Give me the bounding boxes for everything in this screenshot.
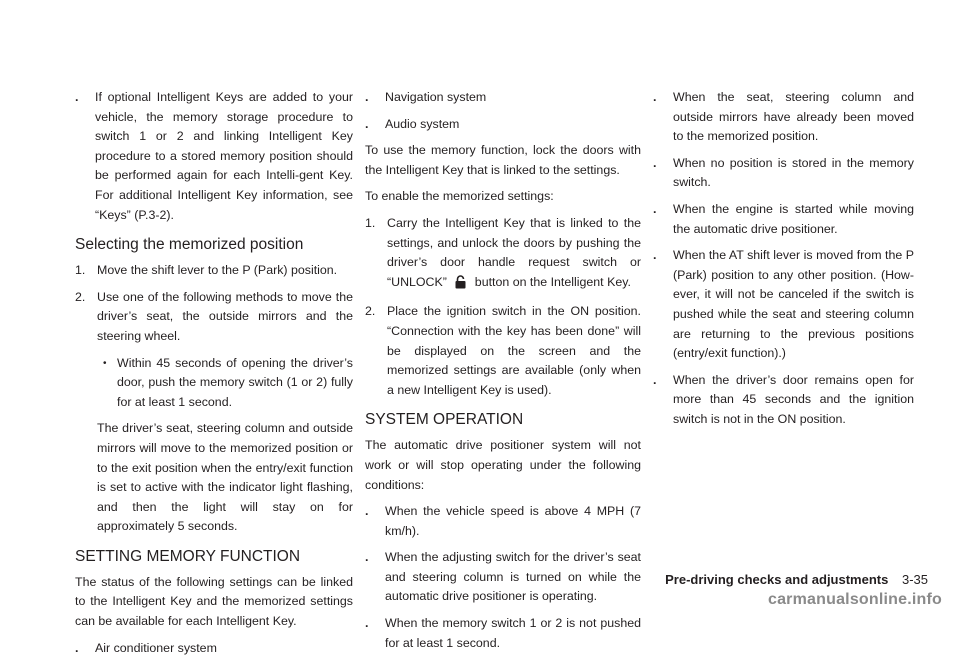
bullet: .	[365, 90, 369, 104]
list-item	[653, 88, 914, 147]
list-text: When no position is stored in the memory switch.	[673, 155, 914, 190]
sub-bullet: •	[103, 357, 107, 369]
intelligent-key-note: If optional Intelligent Keys are added to your vehicle, the memory storage procedure to switch 1 or 2 and linking Intelligent Key procedure to a stored memory position should be performed again for each Intelli-gent Key. For additional Intelligent Key information, see “Keys” (P.3-2).	[95, 90, 353, 222]
bullet: .	[653, 155, 657, 170]
paragraph: The status of the following settings can be linked to the Intelligent Key and the memorized settings can be available for each Intelligent Key.	[75, 574, 353, 629]
page-number: 3-35	[901, 572, 928, 587]
section-title: Pre-driving checks and adjustments	[665, 572, 889, 587]
step-number: 2.	[365, 304, 376, 319]
step-substeps	[97, 354, 353, 537]
list-text: When the adjusting switch for the driver’s seat and steering column is turned on while the automatic drive positioner is operating.	[385, 550, 641, 604]
step-number: 2.	[75, 289, 86, 304]
padlock-unlock-icon	[454, 275, 467, 296]
bullet: .	[75, 90, 79, 104]
column-left	[75, 88, 353, 665]
step-text: Use one of the following methods to move the driver’s seat, the outside mirrors and the steering wheel.	[97, 289, 353, 343]
sub-step-text: Within 45 seconds of opening the driver’s door, push the memory switch (1 or 2) fully for at least 1 second.	[117, 355, 353, 409]
step-text: Place the ignition switch in the ON position. “Connection with the key has been done” will be displayed on the screen and the memorized settings are available (only when a new Intelligent Key is used).	[387, 304, 641, 397]
list-item	[365, 614, 641, 653]
list-item	[653, 200, 914, 239]
step-item	[365, 302, 641, 400]
step-number: 1.	[75, 263, 86, 278]
list-text: When the memory switch 1 or 2 is not pushed for at least 1 second.	[385, 616, 641, 650]
list-text: When the seat, steering column and outside mirrors have already been moved to the memorized position.	[673, 90, 914, 144]
list-text: Audio system	[385, 116, 460, 131]
step-text	[387, 214, 641, 295]
bullet: .	[365, 616, 369, 631]
bullet: .	[653, 90, 657, 104]
paragraph: To enable the memorized settings:	[365, 189, 554, 204]
list-item	[365, 502, 641, 541]
bullet: .	[653, 248, 657, 263]
heading-system-operation: SYSTEM OPERATION	[365, 411, 524, 429]
paragraph: The automatic drive positioner system will not work or will stop operating under the following conditions:	[365, 438, 641, 492]
paragraph: To use the memory function, lock the doors with the Intelligent Key that is linked to the settings.	[365, 143, 641, 177]
list-item	[75, 639, 353, 659]
step-item	[365, 214, 641, 295]
watermark: carmanualsonline.info	[767, 591, 942, 608]
list-text: When the driver’s door remains open for more than 45 seconds and the ignition switch is not in the ON position.	[673, 372, 914, 426]
sub-list-item	[103, 354, 353, 413]
step-text-part: button on the Intelligent Key.	[474, 274, 631, 289]
step-paragraph: The driver’s seat, steering column and outside mirrors will move to the memorized position or to the exit position when the entry/exit function is set to active with the indicator light flashing, and then the light will stay on for approximately 5 seconds.	[97, 421, 353, 534]
list-item	[75, 88, 353, 225]
step-item	[75, 288, 353, 347]
list-text: When the AT shift lever is moved from the P (Park) position to any other position. (How-ever, it will not be canceled if the switch is pushed while the seat and steering column are returning to the previous positions (entry/exit function).)	[673, 248, 914, 361]
list-item	[365, 548, 641, 607]
heading-setting-memory-function: SETTING MEMORY FUNCTION	[75, 547, 301, 565]
list-item	[365, 115, 641, 135]
list-item	[365, 88, 641, 108]
step-number: 1.	[365, 215, 376, 230]
column-right	[653, 88, 914, 437]
list-item	[653, 154, 914, 193]
heading-selecting-memorized-position: Selecting the memorized position	[75, 236, 304, 254]
list-text: Air conditioner system	[95, 640, 217, 655]
list-text: When the engine is started while moving the automatic drive positioner.	[673, 201, 914, 236]
bullet: .	[365, 504, 369, 519]
list-item	[653, 246, 914, 364]
step-text-part: Carry the Intelligent Key that is linked to the settings, and unlock the doors by pushing the driver’s door handle request switch or “UNLOCK”	[387, 215, 641, 289]
column-middle	[365, 88, 641, 660]
list-text: Navigation system	[385, 90, 487, 104]
bullet: .	[365, 116, 369, 131]
bullet: .	[75, 640, 79, 655]
page-footer	[665, 570, 928, 590]
bullet: .	[653, 372, 657, 387]
step-text: Move the shift lever to the P (Park) position.	[97, 263, 338, 278]
bullet: .	[365, 550, 369, 565]
list-item	[653, 371, 914, 430]
bullet: .	[653, 201, 657, 216]
list-text: When the vehicle speed is above 4 MPH (7 km/h).	[385, 504, 641, 538]
step-item	[75, 261, 353, 281]
